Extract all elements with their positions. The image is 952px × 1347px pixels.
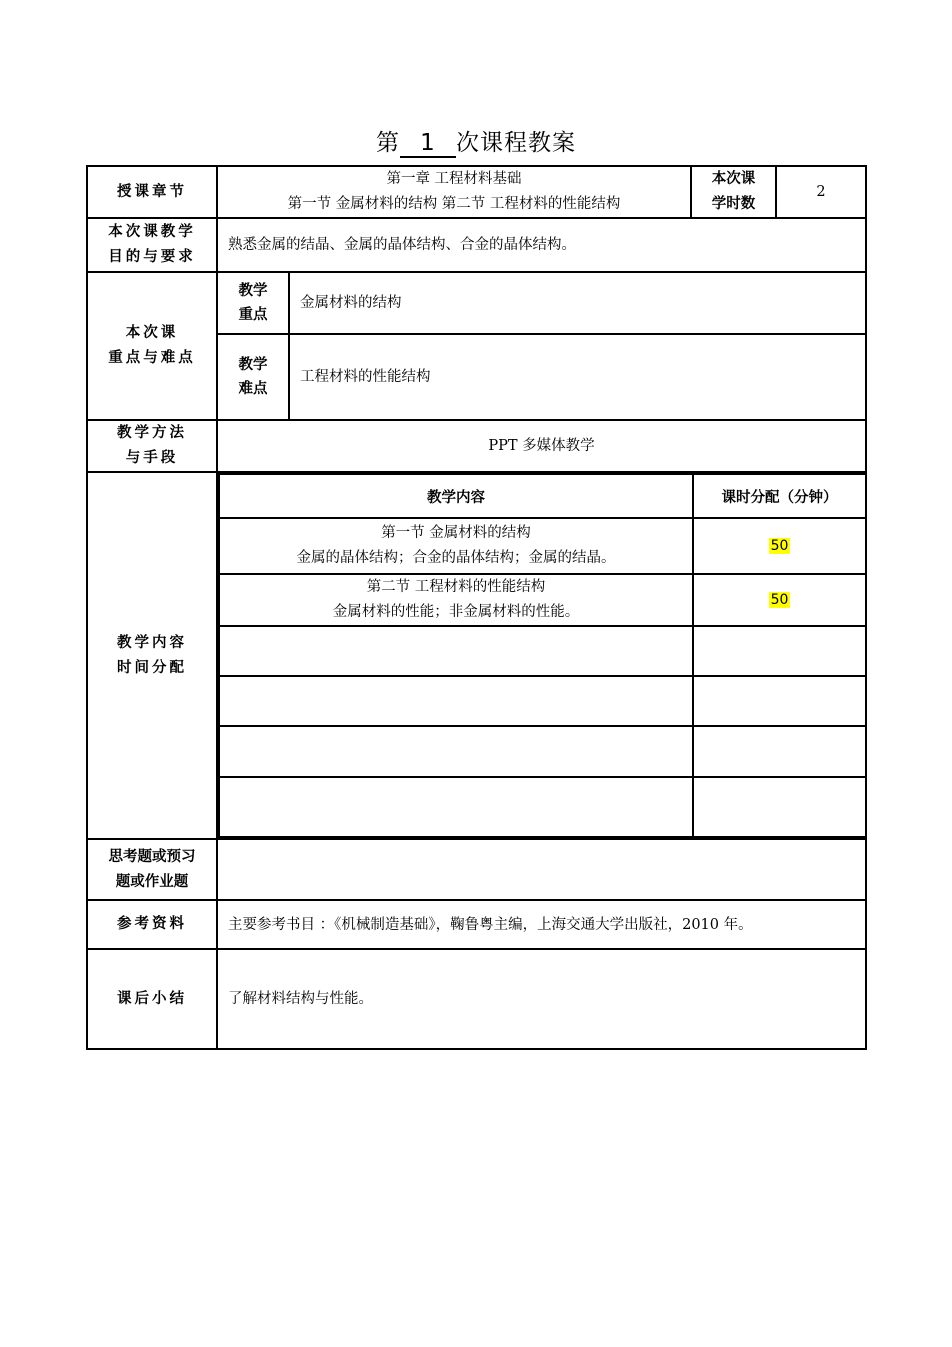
objectives-row: [87, 218, 866, 272]
schedule-empty-row: [219, 777, 866, 837]
schedule-item-minutes: 50: [693, 518, 866, 574]
objectives-text: 熟悉金属的结晶、金属的晶体结构、合金的晶体结构。: [217, 218, 866, 272]
method-row: [87, 420, 866, 472]
schedule-header: [219, 474, 866, 518]
homework-text: [217, 839, 866, 900]
summary-row: [87, 949, 866, 1049]
schedule-empty-row: [219, 676, 866, 726]
chapter-sections: 第一节 金属材料的结构 第二节 工程材料的性能结构: [287, 196, 621, 212]
method-label: 教学方法 与手段: [87, 420, 217, 472]
references-label: 参考资料: [87, 900, 217, 949]
focus-label: 本次课 重点与难点: [87, 272, 217, 420]
chapter-row: [87, 166, 866, 218]
references-text: 主要参考书目 ：《机械制造基础》，鞠鲁粤主编，上海交通大学出版社，2010 年。: [217, 900, 866, 949]
title-suffix: 次课程教案: [456, 130, 576, 156]
content-schedule-table: [218, 473, 867, 838]
key-point-label: 教学 重点: [217, 272, 289, 334]
homework-label: 思考题或预习 题或作业题: [87, 839, 217, 900]
lesson-plan-table: [86, 165, 867, 1050]
chapter-label: 授课章节: [87, 166, 217, 218]
schedule-item: [219, 518, 866, 574]
content-label: 教学内容 时间分配: [87, 472, 217, 839]
schedule-empty-row: [219, 726, 866, 777]
difficult-point-label: 教学 难点: [217, 334, 289, 420]
method-text: PPT 多媒体教学: [217, 420, 866, 472]
content-row: [87, 472, 866, 839]
lesson-number: 1: [400, 130, 456, 158]
title-prefix: 第: [376, 130, 400, 156]
chapter-title: 第一章 工程材料基础: [386, 171, 522, 187]
schedule-item-content: 第一节 金属材料的结构 金属的晶体结构；合金的晶体结构；金属的结晶。: [219, 518, 693, 574]
difficult-point-text: 工程材料的性能结构: [289, 334, 866, 420]
header-content: 教学内容: [219, 474, 693, 518]
hours-value: 2: [776, 166, 866, 218]
hours-label: 本次课 学时数: [691, 166, 776, 218]
homework-row: [87, 839, 866, 900]
schedule-empty-row: [219, 626, 866, 676]
references-row: [87, 900, 866, 949]
key-point-row: [87, 272, 866, 334]
page-title: [0, 124, 952, 158]
header-time: 课时分配（分钟）: [693, 474, 866, 518]
schedule-item-minutes: 50: [693, 574, 866, 626]
schedule-item: [219, 574, 866, 626]
key-point-text: 金属材料的结构: [289, 272, 866, 334]
summary-label: 课后小结: [87, 949, 217, 1049]
summary-text: 了解材料结构与性能。: [217, 949, 866, 1049]
objectives-label: 本次课教学 目的与要求: [87, 218, 217, 272]
schedule-item-content: 第二节 工程材料的性能结构 金属材料的性能；非金属材料的性能。: [219, 574, 693, 626]
content-schedule: [217, 472, 866, 839]
chapter-content: [217, 166, 691, 218]
